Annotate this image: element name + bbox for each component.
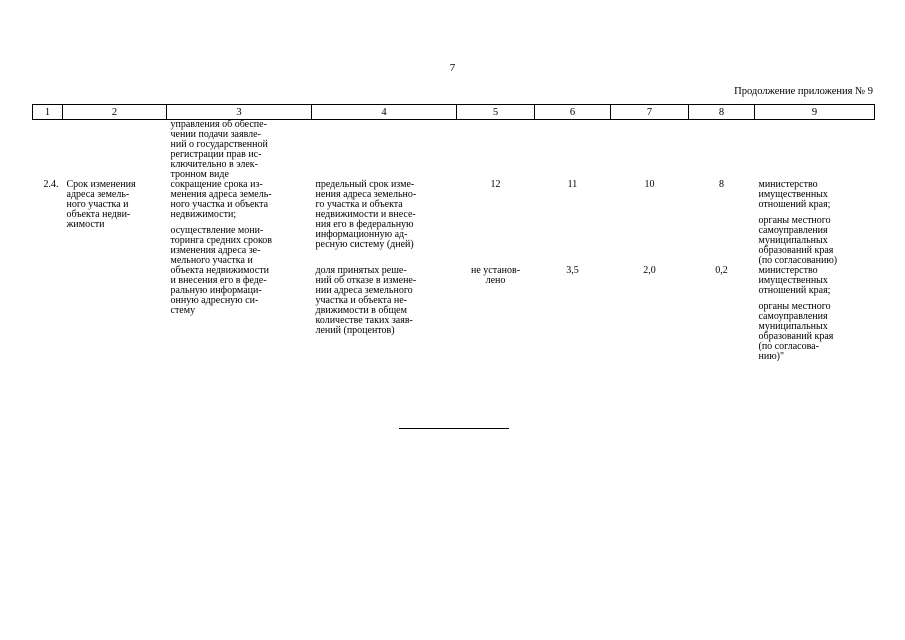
value-cell: не установ- лено (470, 265, 521, 286)
header-cell: 4 (312, 105, 457, 120)
indicator-table (32, 104, 875, 362)
responsible-cell (755, 266, 875, 362)
responsible-cell (755, 180, 875, 266)
indicator-description: предельный срок изме- нения адреса земельно- го участка и объекта недвижимости и внесе- ния его в федеральную информационную ад- ресную систему (дней) (315, 179, 417, 250)
header-cell: 2 (63, 105, 167, 120)
value-cell: 2,0 (643, 265, 656, 276)
value-cell: 12 (490, 179, 501, 190)
responsible-text: министерство имущественных отношений края; (758, 179, 831, 210)
header-cell: 9 (755, 105, 875, 120)
task-text: осуществление мони- торинга средних сроков изменения адреса зе- мельного участка и объекта недвижимости и внесения его в феде- ральную информаци- онную адресную си- стему (170, 225, 273, 316)
appendix-continuation: Продолжение приложения № 9 (734, 86, 873, 97)
value-cell: 11 (567, 179, 578, 190)
row-number: 2.4. (43, 179, 59, 190)
indicator-description: доля принятых реше- ний об отказе в измене- нии адреса земельного участка и объекта не- движимости в общем количестве таких заяв- лений (процентов) (315, 265, 417, 336)
responsible-text: министерство имущественных отношений края; (758, 265, 831, 296)
task-text: сокращение срока из- менения адреса земель- ного участка и объекта недвижимости; (170, 179, 272, 220)
responsible-text: органы местного самоуправления муниципальных образований края (по согласованию) (758, 215, 838, 266)
continued-row (33, 120, 875, 181)
value-cell: 10 (644, 179, 655, 190)
table-row (33, 180, 875, 266)
responsible-text: органы местного самоуправления муниципальных образований края (по согласова- нию)" (758, 301, 834, 362)
indicator-name: Срок изменения адреса земель- ного участка и объекта недви- жимости (66, 179, 136, 230)
header-cell: 7 (611, 105, 689, 120)
header-cell: 3 (167, 105, 312, 120)
value-cell: 0,2 (715, 265, 728, 276)
task-continued: управления об обеспе- чении подачи заявле- ний о государственной регистрации прав ис- ключительно в элек- тронном виде (170, 119, 268, 180)
page-number: 7 (449, 62, 456, 74)
header-cell: 6 (535, 105, 611, 120)
header-cell: 5 (457, 105, 535, 120)
value-cell: 3,5 (566, 265, 579, 276)
header-cell: 1 (33, 105, 63, 120)
value-cell: 8 (719, 179, 724, 190)
tasks-cell (167, 180, 312, 362)
header-cell: 8 (689, 105, 755, 120)
header-row (33, 105, 875, 120)
end-rule (399, 428, 509, 429)
